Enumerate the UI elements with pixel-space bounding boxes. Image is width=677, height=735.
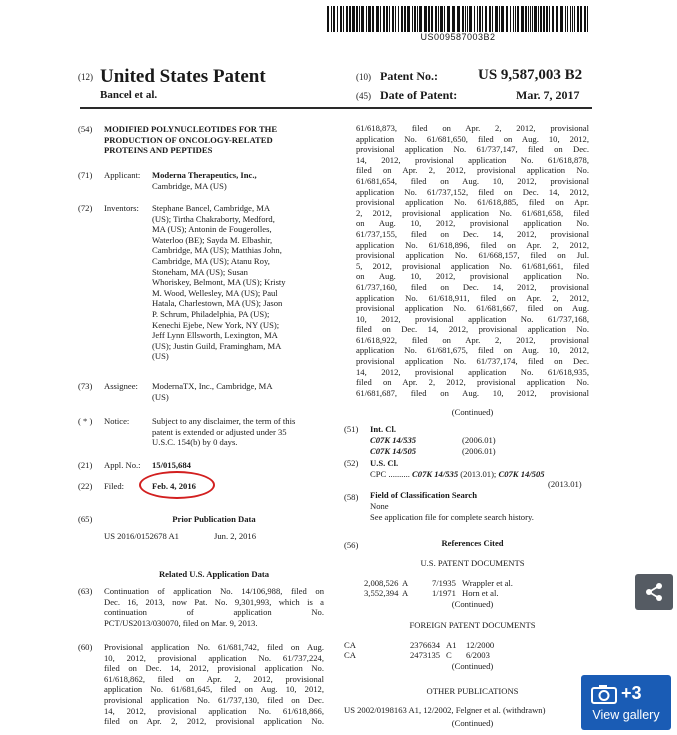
us-doc-2-kind: A xyxy=(402,588,409,598)
appl-no-value: 15/015,684 xyxy=(152,460,191,470)
provisional-line: 61/618,922, filed on Apr. 2, 2012, provisional xyxy=(356,334,589,345)
us-docs-heading: U.S. PATENT DOCUMENTS xyxy=(420,558,525,568)
code-72: (72) xyxy=(78,203,93,213)
notice-label: Notice: xyxy=(104,416,130,426)
prior-publication-number: US 2016/0152678 A1 xyxy=(104,531,179,541)
code-22: (22) xyxy=(78,481,93,491)
provisional-line: provisional application No. 61/681,667, filed on Aug. xyxy=(356,303,589,314)
provisional-line: 61/737,155, filed on Dec. 14, 2012, provisional xyxy=(356,228,589,239)
filed-date-highlight-circle xyxy=(139,471,215,499)
code-56: (56) xyxy=(344,540,359,550)
us-doc-2-date: 1/1971 xyxy=(432,588,456,598)
provisional-line: provisional application No. 61/618,885, filed on Apr. xyxy=(356,197,589,208)
classification-note: See application file for complete search history. xyxy=(370,512,534,522)
us-doc-1-kind: A xyxy=(402,578,409,588)
notice-text: Subject to any disclaimer, the term of this patent is extended or adjusted under 35 U.S.C. 154(b) by 0 days. xyxy=(152,416,296,448)
authors: Bancel et al. xyxy=(100,89,158,101)
code-45: (45) xyxy=(356,91,371,101)
other-pubs-heading: OTHER PUBLICATIONS xyxy=(426,686,519,696)
code-65: (65) xyxy=(78,514,93,524)
date-of-patent-value: Mar. 7, 2017 xyxy=(516,88,580,102)
code-58: (58) xyxy=(344,492,359,502)
cpc2-date: (2013.01) xyxy=(548,479,582,489)
references-heading: References Cited xyxy=(441,538,504,548)
foreign-doc-2-num: 2473135 xyxy=(410,650,441,660)
cpc-line: CPC .......... C07K 14/535 (2013.01); C07K 14/505 xyxy=(370,469,545,479)
continued-3: (Continued) xyxy=(451,661,494,671)
provisional-line: provisional application No. 61/737,147, filed on Dec. xyxy=(356,144,589,155)
code-63: (63) xyxy=(78,586,93,596)
document-title: United States Patent xyxy=(100,66,266,87)
inventors-list: Stephane Bancel, Cambridge, MA (US); Tirtha Chakraborty, Medford, MA (US); Antonin de Fougerolles, Waterloo (BE); Sayda M. Elbashir, Cambridge, MA (US); Matthias John, Cambridge, MA (US); Atanu Roy, Stoneham, MA (US); Susan Whoriskey, Belmont, MA (US); Kristy M. Wood, Wellesley, MA (US); Paul Hatala, Charlestown, MA (US); Jason P. Schrum, Philadelphia, PA (US); Kenechi Ejebe, New York, NY (US); Jeff Lynn Ellsworth, Lexington, MA (US); Justin Guild, Framingham, MA (US) xyxy=(152,203,286,362)
code-10: (10) xyxy=(356,72,371,82)
code-73: (73) xyxy=(78,381,93,391)
gallery-count: +3 xyxy=(621,683,642,703)
foreign-doc-2-kind: C xyxy=(446,650,452,660)
code-21: (21) xyxy=(78,460,93,470)
assignee-value: ModernaTX, Inc., Cambridge, MA (US) xyxy=(152,381,273,402)
inventors-label: Inventors: xyxy=(104,203,139,213)
applicant-value: Moderna Therapeutics, Inc., Cambridge, MA (US) xyxy=(152,170,257,191)
continued-2: (Continued) xyxy=(451,599,494,609)
us-cl-label: U.S. Cl. xyxy=(370,458,399,468)
foreign-doc-2-date: 6/2003 xyxy=(466,650,490,660)
provisional-line: application No. 61/681,675, filed on Aug. 10, 2012, xyxy=(356,345,589,356)
provisional-line: on Aug. 10, 2012, provisional application No. xyxy=(356,218,589,229)
us-doc-2-num: 3,552,394 xyxy=(364,588,399,598)
provisional-line: on Aug. 10, 2012, provisional application No. xyxy=(356,271,589,282)
provisional-line: 5, 2012, provisional application No. 61/681,661, filed xyxy=(356,260,589,271)
foreign-doc-1-kind: A1 xyxy=(446,640,457,650)
int-cl-1-date: (2006.01) xyxy=(462,435,496,445)
code-71: (71) xyxy=(78,170,93,180)
classification-none: None xyxy=(370,501,389,511)
provisional-line: 2, 2012, provisional application No. 61/681,658, filed xyxy=(356,207,589,218)
barcode-number: US009587003B2 xyxy=(420,32,496,42)
provisional-line: 61/618,873, filed on Apr. 2, 2012, provisional xyxy=(356,123,589,133)
invention-title: MODIFIED POLYNUCLEOTIDES FOR THE PRODUCTION OF ONCOLOGY-RELATED PROTEINS AND PEPTIDES xyxy=(104,124,278,156)
applicant-label: Applicant: xyxy=(104,170,141,180)
code-12: (12) xyxy=(78,72,93,82)
provisional-line: 61/737,160, filed on Dec. 14, 2012, provisional xyxy=(356,281,589,292)
classification-label: Field of Classification Search xyxy=(370,490,478,500)
share-icon xyxy=(644,582,664,602)
foreign-doc-2-cc: CA xyxy=(344,650,356,660)
int-cl-1: C07K 14/535 xyxy=(370,435,417,445)
gallery-label: View gallery xyxy=(592,708,660,722)
provisional-line: filed on Apr. 2, 2012, provisional application No. xyxy=(356,165,589,176)
prior-publication-heading: Prior Publication Data xyxy=(172,514,256,524)
provisional-line: filed on Apr. 2, 2012, provisional application No. xyxy=(356,377,589,388)
foreign-doc-1-cc: CA xyxy=(344,640,356,650)
continued-1: (Continued) xyxy=(451,407,494,417)
header-rule xyxy=(80,107,592,109)
provisional-line: 61/681,687, filed on Aug. 10, 2012, provisional xyxy=(356,387,589,398)
provisional-line: provisional application No. 61/737,174, filed on Dec. xyxy=(356,356,589,367)
patent-number-label: Patent No.: xyxy=(380,69,438,83)
continued-4: (Continued) xyxy=(451,718,494,728)
provisional-line: 14, 2012, provisional application No. 61/618,935, xyxy=(356,366,589,377)
code-54: (54) xyxy=(78,124,93,134)
us-doc-1-num: 2,008,526 xyxy=(364,578,399,588)
provisional-line: 14, 2012, provisional application No. 61/618,878, xyxy=(356,154,589,165)
provisional-line: application No. 61/737,152, filed on Dec. 14, 2012, xyxy=(356,186,589,197)
provisional-text: Provisional application No. 61/681,742, filed on Aug. 10, 2012, provisional application No. 61/737,224, filed on Dec. 14, 2012, provisional application No. 61/618,862, filed on Apr. 2, 2012, provisional application No. 61/681,645, filed on Aug. 10, 2012, provisional application No. 61/737,130, filed on Dec. 14, 2012, provisional application No. 61/618,866, filed on Apr. 2, 2012, provisional application No. xyxy=(104,642,324,727)
int-cl-label: Int. Cl. xyxy=(370,424,397,434)
code-51: (51) xyxy=(344,424,359,434)
date-of-patent-label: Date of Patent: xyxy=(380,88,458,102)
provisional-line: filed on Dec. 14, 2012, provisional application No. xyxy=(356,324,589,335)
us-doc-1-name: Wrappler et al. xyxy=(462,578,513,588)
provisional-line: application No. 61/681,650, filed on Aug. 10, 2012, xyxy=(356,133,589,144)
assignee-label: Assignee: xyxy=(104,381,138,391)
code-notice: ( * ) xyxy=(78,416,93,426)
provisional-continuation-text xyxy=(356,123,589,398)
camera-icon xyxy=(591,684,617,704)
view-gallery-button[interactable] xyxy=(581,675,671,730)
patent-number-value: US 9,587,003 B2 xyxy=(478,67,583,83)
prior-publication-date: Jun. 2, 2016 xyxy=(214,531,257,541)
other-pub-1: US 2002/0198163 A1, 12/2002, Felgner et al. (withdrawn) xyxy=(344,705,546,715)
provisional-line: 61/681,654, filed on Aug. 10, 2012, provisional xyxy=(356,175,589,186)
foreign-doc-1-date: 12/2000 xyxy=(466,640,495,650)
filed-value: Feb. 4, 2016 xyxy=(152,481,196,491)
provisional-line: application No. 61/618,911, filed on Apr. 2, 2012, xyxy=(356,292,589,303)
us-doc-1-date: 7/1935 xyxy=(432,578,456,588)
code-52: (52) xyxy=(344,458,359,468)
related-application-heading: Related U.S. Application Data xyxy=(158,569,270,579)
int-cl-2-date: (2006.01) xyxy=(462,446,496,456)
filed-label: Filed: xyxy=(104,481,125,491)
foreign-docs-heading: FOREIGN PATENT DOCUMENTS xyxy=(409,620,536,630)
provisional-line: application No. 61/618,896, filed on Apr. 2, 2012, xyxy=(356,239,589,250)
continuation-text: Continuation of application No. 14/106,988, filed on Dec. 16, 2013, now Pat. No. 9,301,993, which is a continuation of application No. PCT/US2013/030070, filed on Mar. 9, 2013. xyxy=(104,586,324,628)
int-cl-2: C07K 14/505 xyxy=(370,446,417,456)
barcode xyxy=(327,6,589,32)
provisional-line: provisional application No. 61/668,157, filed on Jul. xyxy=(356,250,589,261)
appl-no-label: Appl. No.: xyxy=(104,460,141,470)
share-button[interactable] xyxy=(635,574,673,610)
foreign-doc-1-num: 2376634 xyxy=(410,640,441,650)
provisional-line: 10, 2012, provisional application No. 61/737,168, xyxy=(356,313,589,324)
us-doc-2-name: Horn et al. xyxy=(462,588,499,598)
code-60: (60) xyxy=(78,642,93,652)
